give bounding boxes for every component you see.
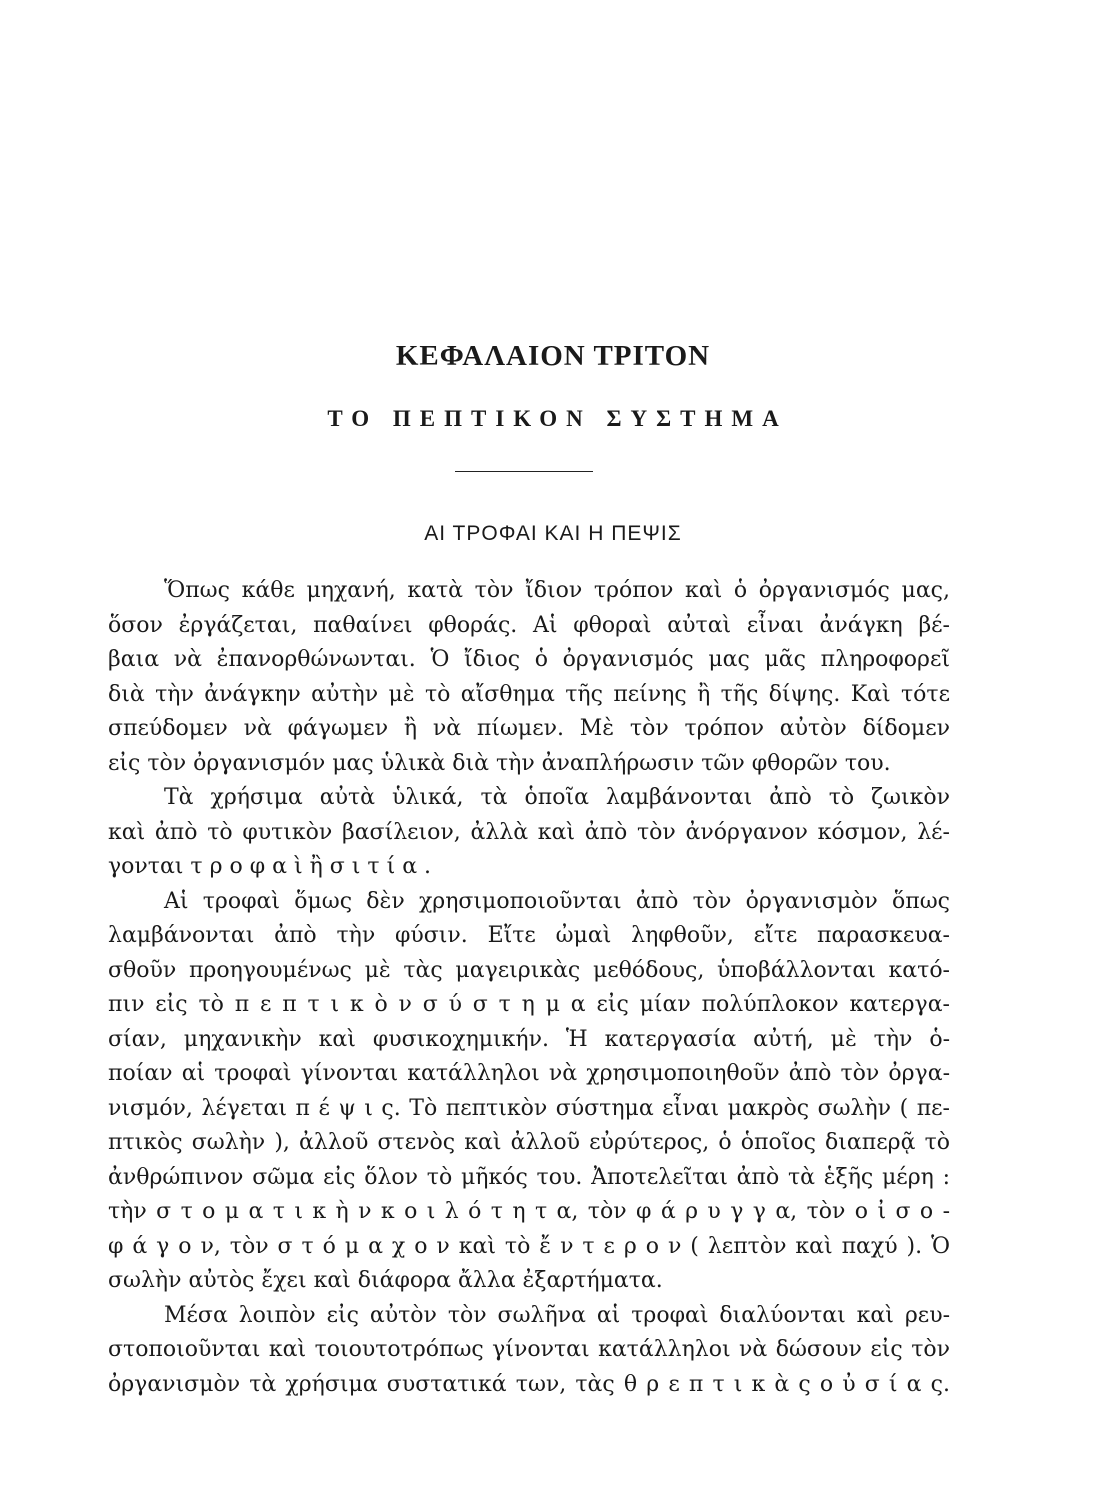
text-line: ἀνθρώπινον σῶμα εἰς ὅλον τὸ μῆκός του. Ἀποτελεῖται ἀπὸ τὰ ἑξῆς μέρη : <box>108 1164 950 1190</box>
text-line: πτικὸς σωλὴν ), ἀλλοῦ στενὸς καὶ ἀλλοῦ εὐρύτερος, ὁ ὁποῖος διαπερᾷ τὸ <box>108 1130 950 1155</box>
body-text <box>108 574 950 1402</box>
subheading: ΑΙ ΤΡΟΦΑΙ ΚΑΙ Η ΠΕΨΙΣ <box>424 522 682 545</box>
paragraph-1 <box>108 574 950 781</box>
text-line: στοποιοῦνται καὶ τοιουτοτρόπως γίνονται κατάλληλοι νὰ δώσουν εἰς τὸν <box>108 1337 950 1362</box>
paragraph-3 <box>108 885 950 1299</box>
paragraph-2 <box>108 781 950 885</box>
text-line: σθοῦν προηγουμένως μὲ τὰς μαγειρικὰς μεθόδους, ὑποβάλλονται κατό- <box>108 957 950 983</box>
text-line: φ ά γ ο ν, τὸν σ τ ό μ α χ ο ν καὶ τὸ ἔ ν τ ε ρ ο ν ( λεπτὸν καὶ παχύ ). Ὁ <box>108 1233 950 1259</box>
divider-rule <box>455 471 593 472</box>
text-line: βαια νὰ ἐπανορθώνωνται. Ὁ ἴδιος ὁ ὀργανισμός μας μᾶς πληροφορεῖ <box>108 647 950 672</box>
text-line: τὴν σ τ ο μ α τ ι κ ὴ ν κ ο ι λ ό τ η τ α, τὸν φ ά ρ υ γ γ α, τὸν ο ἰ σ ο - <box>108 1199 950 1224</box>
chapter-title: ΚΕΦΑΛΑΙΟΝ ΤΡΙΤΟΝ <box>395 340 711 372</box>
text-line: σωλὴν αὐτὸς ἔχει καὶ διάφορα ἄλλα ἐξαρτήματα. <box>108 1268 663 1293</box>
text-line: νισμόν, λέγεται π έ ψ ι ς. Τὸ πεπτικὸν σύστημα εἶναι μακρὸς σωλὴν ( πε- <box>108 1095 950 1121</box>
paragraph-4 <box>108 1299 950 1403</box>
text-line: λαμβάνονται ἀπὸ τὴν φύσιν. Εἴτε ὠμαὶ ληφθοῦν, εἴτε παρασκευα- <box>108 923 950 948</box>
text-line: γονται τ ρ ο φ α ὶ ἢ σ ι τ ί α . <box>108 854 432 879</box>
text-line: Μέσα λοιπὸν εἰς αὐτὸν τὸν σωλῆνα αἱ τροφαὶ διαλύονται καὶ ρευ- <box>164 1302 950 1328</box>
text-line: Ὅπως κάθε μηχανή, κατὰ τὸν ἴδιον τρόπον καὶ ὁ ὀργανισμός μας, <box>164 578 950 603</box>
text-line: σίαν, μηχανικὴν καὶ φυσικοχημικήν. Ἡ κατεργασία αὐτή, μὲ τὴν ὁ- <box>108 1026 950 1052</box>
text-line: καὶ ἀπὸ τὸ φυτικὸν βασίλειον, ἀλλὰ καὶ ἀπὸ τὸν ἀνόργανον κόσμον, λέ- <box>108 819 950 845</box>
text-line: Αἱ τροφαὶ ὅμως δὲν χρησιμοποιοῦνται ἀπὸ τὸν ὀργανισμὸν ὅπως <box>164 888 950 914</box>
text-line: σπεύδομεν νὰ φάγωμεν ἢ νὰ πίωμεν. Μὲ τὸν τρόπον αὐτὸν δίδομεν <box>108 716 950 741</box>
text-line: ὀργανισμὸν τὰ χρήσιμα συστατικά των, τὰς θ ρ ε π τ ι κ ὰ ς ο ὐ σ ί α ς. <box>108 1371 950 1397</box>
text-line: Τὰ χρήσιμα αὐτὰ ὑλικά, τὰ ὁποῖα λαμβάνονται ἀπὸ τὸ ζωικὸν <box>164 785 950 810</box>
section-title: ΤΟ ΠΕΠΤΙΚΟΝ ΣΥΣΤΗΜΑ <box>327 406 788 431</box>
text-line: ποίαν αἱ τροφαὶ γίνονται κατάλληλοι νὰ χρησιμοποιηθοῦν ἀπὸ τὸν ὀργα- <box>108 1061 950 1086</box>
text-line: ὅσον ἐργάζεται, παθαίνει φθοράς. Αἱ φθοραὶ αὐταὶ εἶναι ἀνάγκη βέ- <box>108 612 950 638</box>
text-line: πιν εἰς τὸ π ε π τ ι κ ὸ ν σ ύ σ τ η μ α εἰς μίαν πολύπλοκον κατεργα- <box>108 992 950 1017</box>
text-line: εἰς τὸν ὀργανισμόν μας ὑλικὰ διὰ τὴν ἀναπλήρωσιν τῶν φθορῶν του. <box>108 750 891 776</box>
text-line: διὰ τὴν ἀνάγκην αὐτὴν μὲ τὸ αἴσθημα τῆς πείνης ἢ τῆς δίψης. Καὶ τότε <box>108 681 950 707</box>
